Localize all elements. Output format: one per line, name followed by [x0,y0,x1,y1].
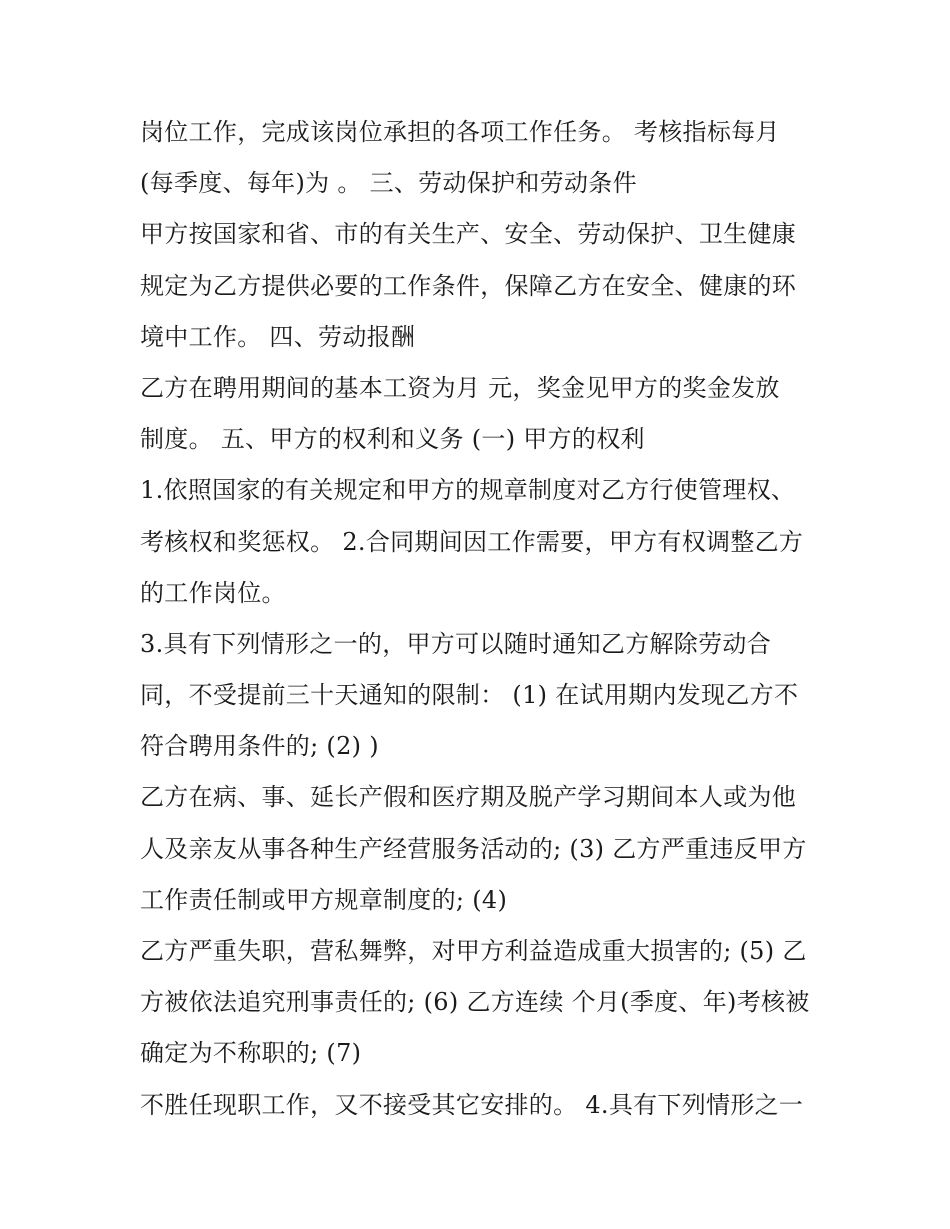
text-line: (每季度、每年)为 。 三、劳动保护和劳动条件 [140,169,637,198]
text-line: 3.具有下列情形之一的，甲方可以随时通知乙方解除劳动合 [140,629,771,658]
text-line: 同，不受提前三十天通知的限制： (1) 在试用期内发现乙方不 [140,681,799,710]
text-line: 人及亲友从事各种生产经营服务活动的; (3) 乙方严重违反甲方 [140,834,807,863]
text-line: 制度。 五、甲方的权利和义务 (一) 甲方的权利 [140,425,645,454]
text-line: 境中工作。 四、劳动报酬 [140,322,416,351]
text-line: 工作责任制或甲方规章制度的; (4) [140,885,508,914]
text-line: 的工作岗位。 [140,578,286,607]
text-line: 岗位工作，完成该岗位承担的各项工作任务。 考核指标每月 [140,118,780,146]
text-line: 乙方在病、事、延长产假和医疗期及脱产学习期间本人或为他 [140,783,797,812]
text-line: 符合聘用条件的; (2) ) [140,732,379,761]
text-line: 1.依照国家的有关规定和甲方的规章制度对乙方行使管理权、 [140,476,796,505]
text-line: 确定为不称职的; (7) [140,1039,362,1068]
text-line: 甲方按国家和省、市的有关生产、安全、劳动保护、卫生健康 [140,220,797,249]
text-line: 规定为乙方提供必要的工作条件，保障乙方在安全、健康的环 [140,271,797,300]
text-line: 不胜任现职工作，又不接受其它安排的。 4.具有下列情形之一 [140,1090,804,1119]
text-line: 乙方在聘用期间的基本工资为月 元，奖金见甲方的奖金发放 [140,373,780,402]
text-line: 乙方严重失职，营私舞弊，对甲方利益造成重大损害的; (5) 乙 [140,937,807,965]
body-text [140,107,830,1131]
text-line: 方被依法追究刑事责任的; (6) 乙方连续 个月(季度、年)考核被 [140,988,810,1017]
text-line: 考核权和奖惩权。 2.合同期间因工作需要，甲方有权调整乙方 [140,527,804,556]
